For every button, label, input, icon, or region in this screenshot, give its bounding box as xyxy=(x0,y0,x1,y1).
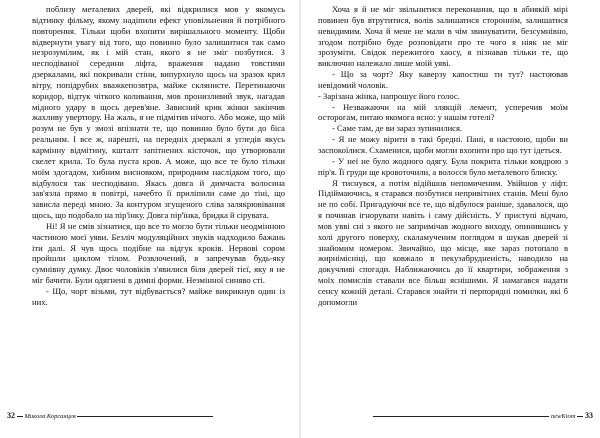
footer-rule xyxy=(77,416,213,417)
footer-rule xyxy=(577,416,583,417)
paragraph: - Що, чорт візьми, тут відбувається? майже викрикнув один із них. xyxy=(32,285,285,307)
paragraph: поблизу металевих дверей, які відкрилися мов у якомусь відтинку фільму, якому надіпили ефект уповільнення й потрібного повторення. Тільки щоби вхопити вирішального моменту. Щоби відвернути увагу від того, що повинно було залишитися так само незрозумілим, як і мій стан, якого я не зміг позбутися. З несподіваної середини ліфта, враження надано товстими дзеркалами, які покривали стіни, випурхнуло щось на зразок крил вітру, попідрубих вважкепозвтра, майже склянисте. Перетинаючи коридор, відтук чіткого коливання, мов пронизливий звук, нагадав мідного удару в щось дерев'яне. Зависний крик жінки закінчив жахливу увертюру. На жаль, я не підмітив нічого. Або може, що мій розум не був у змозі впізнати те, що повинно було бути до біса реальним. І все ж, нарешті, на передніх дзеркалі я угледів якусь кармінну відмітину, кшталт запітнених кісточок, що утворювали скелет крила. То була пуста кров. А може, що все те було тільки моїм здогадом, хибним висновком, природним наслідком того, що відбулося так несподівано. Якась довга й димчаста волосина зав'язла прямо в повітрі, начебто її приліпили саме до тіні, що зависла переді мною. За контуром згущеного сліва залякрювівання щось, що подобало на пір'їнку. Довга пір'їнка, бридка й сірувата. xyxy=(32,4,285,221)
right-page xyxy=(300,0,600,438)
page-number: 32 xyxy=(7,411,15,420)
right-page-text xyxy=(318,4,568,308)
paragraph: Я тиснувся, а потім відійшов непомиченим. Увійшов у ліфт. Підіймаючись, я старався позбутися непривітних станів. Мені було не по собі. Пригадуючи все те, що відбулося раніше, здавалося, що я починав ігнорувати навіть і саму дійсність. У приступі відчаю, мов увві сні з якого не запримічав жодного виходу, опинившись у холі другого поверху, скаламученим поглядом я шукав дверей зі знайомим номером. Звичайно, що місце, яке зараз потопало в жирнімісніці, що ковжало в пекузабрудненість, наводило на докучливі спогади. Наближаючись до її квартири, зображення з моїх помислів ставали все більш яснішими. Я намагався надати сенсу кожній деталі. Старався знайти ті перпорядні помилки, які б допомогли xyxy=(318,177,568,307)
left-page-text xyxy=(32,4,285,308)
paragraph: - Незважаючи на мій злякцій лемент, усперечив моїм осторогам, питаю якомога ясно: у нашім готелі? xyxy=(318,101,568,123)
paragraph: - Що за чорт? Яку каверзу капостиш ти тут? настоював невідомий чоловік. xyxy=(318,69,568,90)
page-number: 33 xyxy=(585,411,593,420)
running-title: newKtom xyxy=(550,413,576,420)
running-title: Микола Корсанцев xyxy=(24,413,76,420)
paragraph: Хоча я й не міг звільнитися переконання, що в абиякій мірі повинен був втрутитися, волів залишатися стороннім, залишатися невидимим. Хоча й мене не мали в чім звинуватити, безсумнівно, згодом потрібно буде розповідати про те чого я ніяк не міг зрозуміти. Свідок пережитого хаосу, я пізнавав тільки те, що виключно належало лише моїй уяві. xyxy=(318,4,568,69)
footer-rule xyxy=(17,416,23,417)
paragraph: - У неї не було жодного одягу. Була покрита тільки ковдрою з пір'я. Її груди ще кровоточили, а волосся було металевого блиску. xyxy=(318,155,568,177)
left-page-footer xyxy=(7,410,292,422)
paragraph: - Зарізана жінка, напрошує його голос. xyxy=(318,90,460,101)
paragraph: Ні! Я не смів зізнатися, що все то могло бути тільки неодмінною частиною моєї уяви. Безліч модуляційних звуків надходило бажань іти далі. Я чув щось подібне на відгук кроків. Нервові сором пройшли циклом тілом. Розвлочений, я запречував будь-яку сумнівну думку. Двоє чоловіків з'явилися біля дверей тієї, яку я не міг бачити. Були одягнені в димні форми. Незмінної синяво сті. xyxy=(32,220,285,286)
right-page-footer xyxy=(308,410,593,422)
footer-rule xyxy=(373,416,549,417)
paragraph: - Саме там, де ви зараз зупинилися. xyxy=(332,123,463,134)
paragraph: - Я не можу вірити в такі бредні. Пані, я настоюю, щоби ви заспокоїлися. Схаменися, щоби могли вхопити про що тут ідеться. xyxy=(318,134,568,155)
